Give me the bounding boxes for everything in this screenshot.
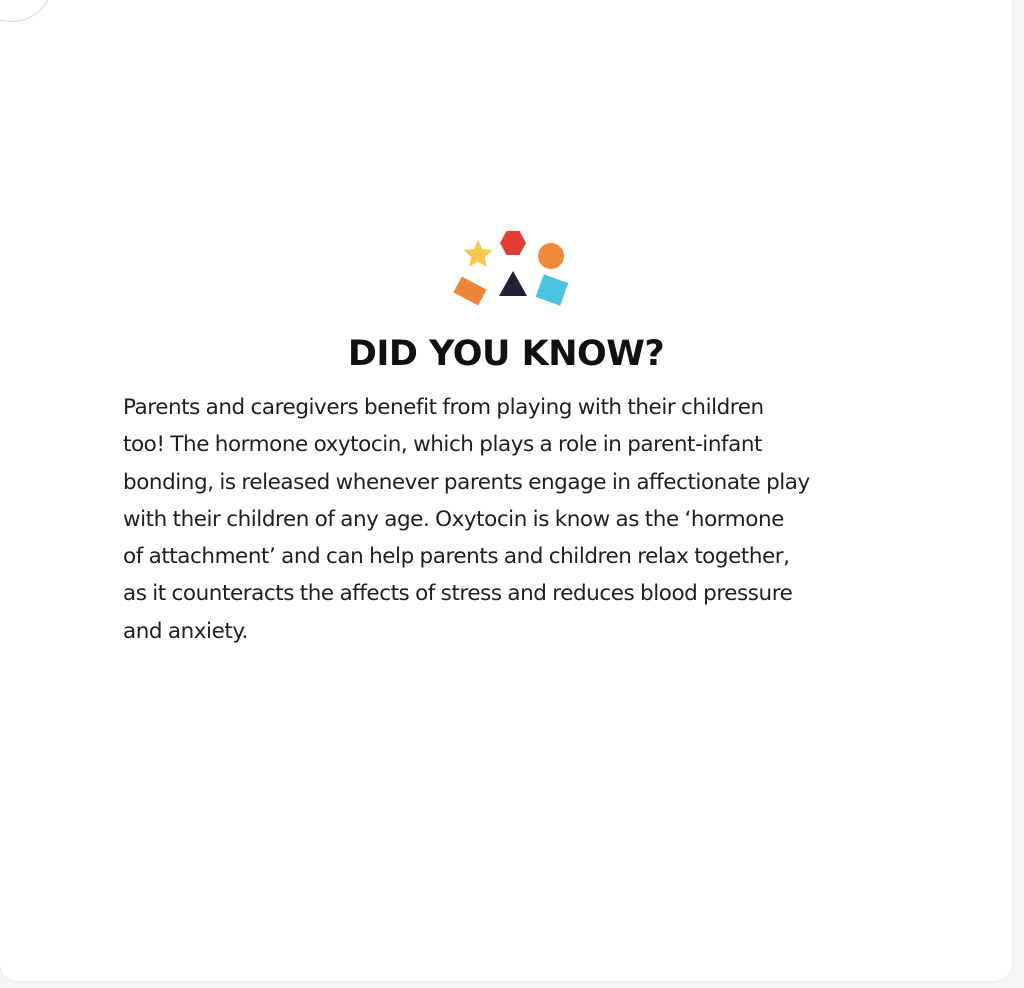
square-orange-icon: [453, 276, 486, 305]
circle-icon: [538, 243, 564, 269]
corner-ring-decoration: [0, 0, 52, 22]
body-line: and anxiety.: [123, 618, 248, 644]
hexagon-icon: [500, 231, 526, 255]
body-line: with their children of any age. Oxytocin is know as the ‘hormone: [123, 506, 784, 532]
body-line: bonding, is released whenever parents engage in affectionate play: [123, 469, 810, 495]
body-line: too! The hormone oxytocin, which plays a role in parent-infant: [123, 432, 763, 458]
card-body-text: [123, 389, 913, 650]
triangle-icon: [499, 271, 527, 296]
star-icon: [464, 240, 493, 267]
body-line: of attachment’ and can help parents and children relax together,: [123, 544, 790, 570]
play-shapes-illustration: [448, 226, 578, 314]
body-line: as it counteracts the affects of stress and reduces blood pressure: [123, 581, 793, 607]
square-blue-icon: [536, 274, 569, 305]
body-line: Parents and caregivers benefit from playing with their children: [123, 395, 764, 420]
card-title: DID YOU KNOW?: [347, 334, 665, 374]
